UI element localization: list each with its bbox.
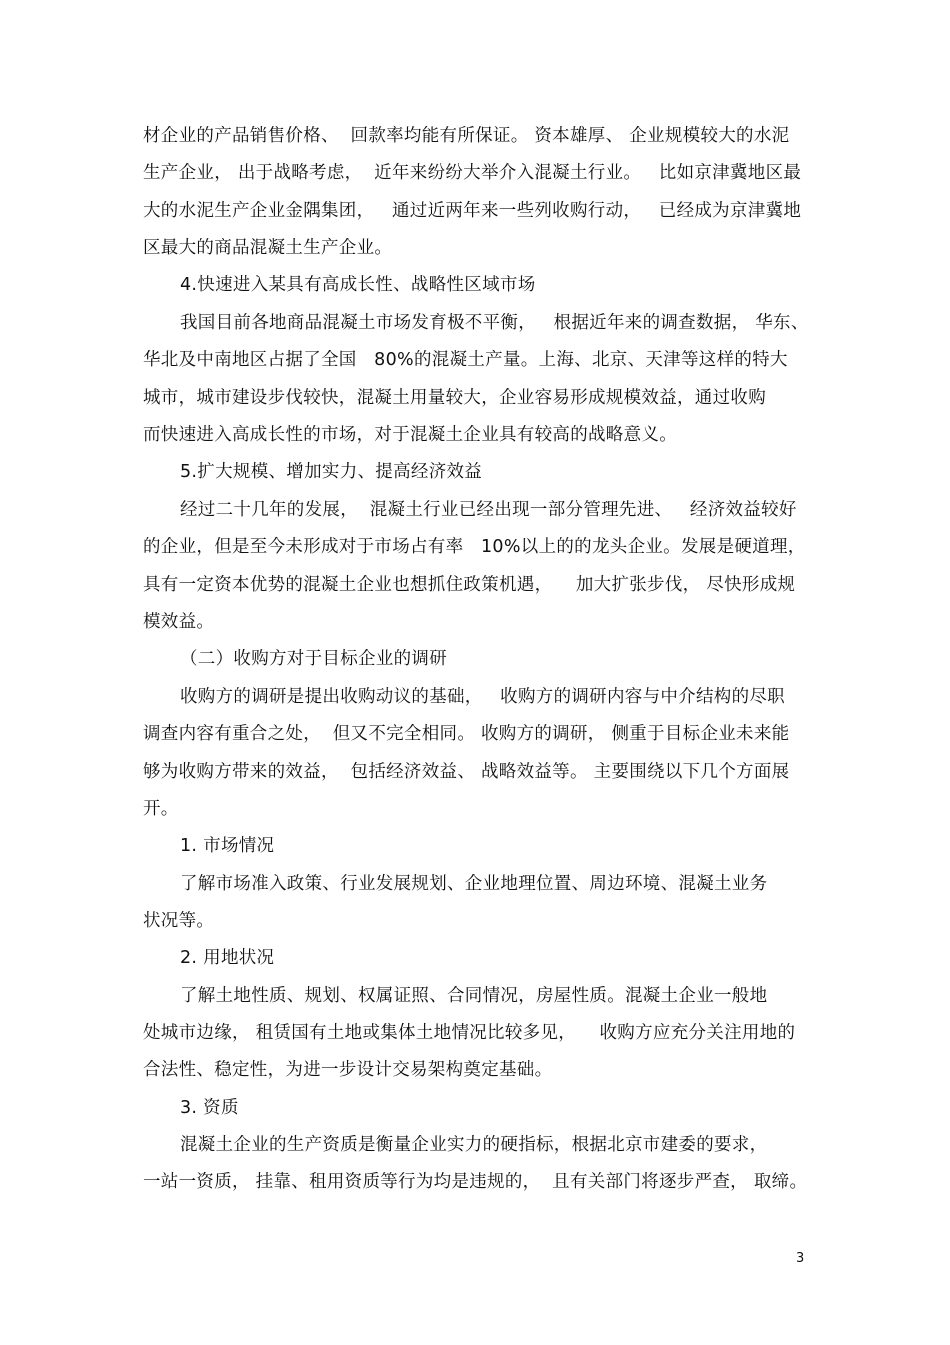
paragraph-line: 具有一定资本优势的混凝土企业也想抓住政策机遇， 加大扩张步伐， 尽快形成规 [143, 575, 796, 595]
paragraph-line: 了解市场准入政策、行业发展规划、企业地理位置、周边环境、混凝土业务 [180, 874, 768, 894]
section-heading: 2. 用地状况 [180, 948, 275, 968]
paragraph-line: 大的水泥生产企业金隅集团， 通过近两年来一些列收购行动， 已经成为京津冀地 [143, 201, 802, 221]
section-heading: （二）收购方对于目标企业的调研 [180, 649, 447, 669]
paragraph-line: 合法性、稳定性，为进一步设计交易架构奠定基础。 [143, 1060, 553, 1080]
paragraph-line: 生产企业， 出于战略考虑， 近年来纷纷大举介入混凝土行业。 比如京津冀地区最 [143, 163, 802, 183]
paragraph-line: 的企业，但是至今未形成对于市场占有率 10%以上的的龙头企业。发展是硬道理， [143, 537, 806, 557]
paragraph-line: 一站一资质， 挂靠、租用资质等行为均是违规的， 且有关部门将逐步严查， 取缔。 [143, 1172, 808, 1192]
section-heading: 1. 市场情况 [180, 836, 275, 856]
paragraph-line: 够为收购方带来的效益， 包括经济效益、 战略效益等。 主要围绕以下几个方面展 [143, 762, 790, 782]
paragraph-line: 城市，城市建设步伐较快，混凝土用量较大，企业容易形成规模效益，通过收购 [143, 388, 766, 408]
paragraph-line: 华北及中南地区占据了全国 80%的混凝土产量。上海、北京、天津等这样的特大 [143, 350, 788, 370]
paragraph-line: 经过二十几年的发展， 混凝土行业已经出现一部分管理先进、 经济效益较好 [180, 500, 797, 520]
paragraph-line: 我国目前各地商品混凝土市场发育极不平衡， 根据近年来的调查数据， 华东、 [180, 313, 809, 333]
paragraph-line: 处城市边缘， 租赁国有土地或集体土地情况比较多见， 收购方应充分关注用地的 [143, 1023, 796, 1043]
paragraph-line: 状况等。 [143, 911, 215, 931]
paragraph-line: 调查内容有重合之处， 但又不完全相同。 收购方的调研， 侧重于目标企业未来能 [143, 724, 790, 744]
paragraph-line: 区最大的商品混凝土生产企业。 [143, 238, 393, 258]
paragraph-line: 了解土地性质、规划、权属证照、合同情况，房屋性质。混凝土企业一般地 [180, 986, 768, 1006]
paragraph-line: 混凝土企业的生产资质是衡量企业实力的硬指标，根据北京市建委的要求， [180, 1135, 768, 1155]
section-heading: 4.快速进入某具有高成长性、战略性区域市场 [180, 275, 536, 295]
paragraph-line: 而快速进入高成长性的市场，对于混凝土企业具有较高的战略意义。 [143, 425, 677, 445]
page-number: 3 [796, 1251, 805, 1266]
paragraph-line: 开。 [143, 799, 179, 819]
paragraph-line: 模效益。 [143, 612, 215, 632]
section-heading: 3. 资质 [180, 1098, 239, 1118]
section-heading: 5.扩大规模、增加实力、提高经济效益 [180, 462, 483, 482]
paragraph-line: 材企业的产品销售价格、 回款率均能有所保证。 资本雄厚、 企业规模较大的水泥 [143, 126, 790, 146]
paragraph-line: 收购方的调研是提出收购动议的基础， 收购方的调研内容与中介结构的尽职 [180, 687, 785, 707]
